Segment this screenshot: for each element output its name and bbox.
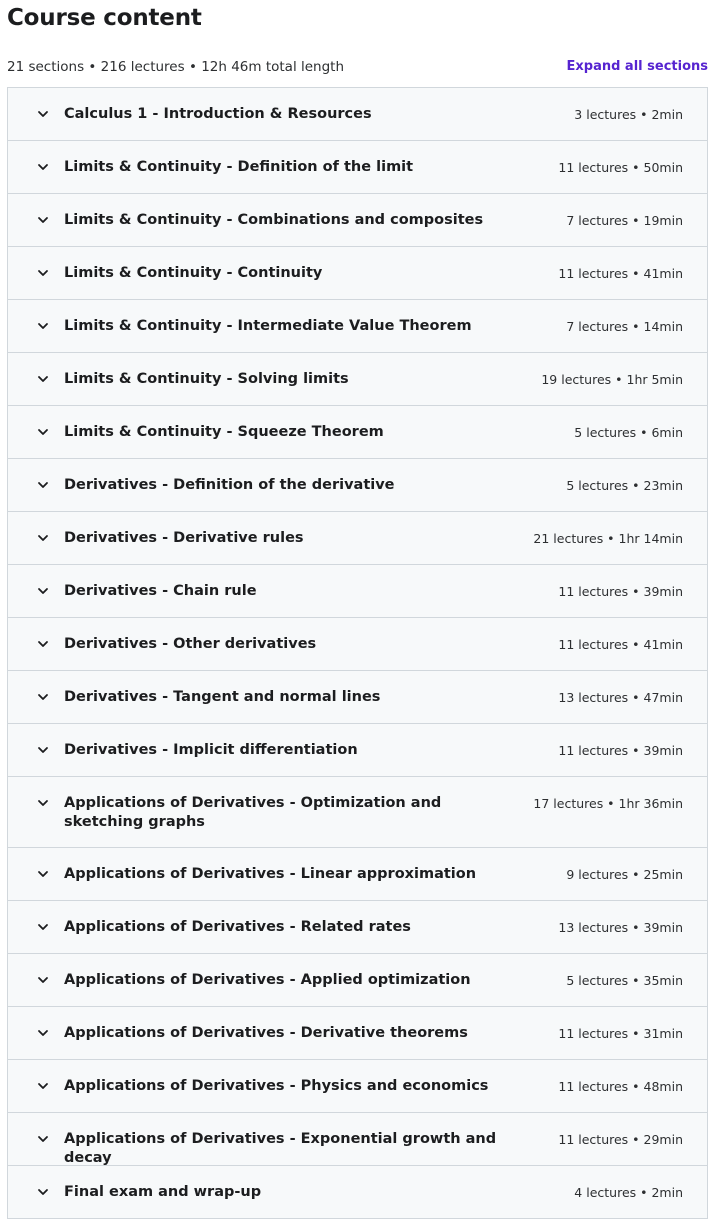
section-header[interactable]: [8, 565, 707, 618]
chevron-down-icon: [36, 973, 50, 987]
section-meta: 5 lectures • 6min: [574, 425, 683, 440]
section-title: Applications of Derivatives - Exponential growth and decay: [64, 1131, 497, 1166]
chevron-down-icon: [36, 690, 50, 704]
section-title: Applications of Derivatives - Applied optimization: [64, 972, 471, 988]
section-title: Limits & Continuity - Squeeze Theorem: [64, 424, 384, 440]
section-header[interactable]: [8, 1007, 707, 1060]
section-header[interactable]: [8, 88, 707, 141]
section-header[interactable]: [8, 1060, 707, 1113]
section-meta: 11 lectures • 41min: [558, 637, 683, 652]
chevron-down-icon: [36, 107, 50, 121]
chevron-down-icon: [36, 1132, 50, 1146]
section-header[interactable]: [8, 247, 707, 300]
chevron-down-icon: [36, 743, 50, 757]
section-meta: 13 lectures • 47min: [558, 690, 683, 705]
section-title: Derivatives - Tangent and normal lines: [64, 689, 381, 705]
chevron-down-icon: [36, 1079, 50, 1093]
section-title: Limits & Continuity - Intermediate Value Theorem: [64, 318, 472, 334]
section-meta: 17 lectures • 1hr 36min: [533, 796, 683, 811]
section-title: Derivatives - Definition of the derivative: [64, 477, 395, 493]
section-title: Limits & Continuity - Combinations and composites: [64, 212, 484, 228]
section-title: Derivatives - Chain rule: [64, 583, 257, 599]
section-title: Final exam and wrap-up: [64, 1184, 262, 1200]
chevron-down-icon: [36, 637, 50, 651]
section-meta: 11 lectures • 39min: [558, 743, 683, 758]
section-meta: 5 lectures • 23min: [566, 478, 683, 493]
chevron-down-icon: [36, 319, 50, 333]
section-meta: 21 lectures • 1hr 14min: [533, 531, 683, 546]
chevron-down-icon: [36, 584, 50, 598]
section-header[interactable]: [8, 1113, 707, 1166]
chevron-down-icon: [36, 1185, 50, 1199]
section-list: [7, 87, 708, 1219]
section-meta: 11 lectures • 31min: [558, 1026, 683, 1041]
chevron-down-icon: [36, 160, 50, 174]
section-header[interactable]: [8, 1166, 707, 1219]
section-title: Derivatives - Implicit differentiation: [64, 742, 358, 758]
section-title: Derivatives - Derivative rules: [64, 530, 304, 546]
section-title: Applications of Derivatives - Optimization and sketching graphs: [64, 795, 442, 830]
section-meta: 7 lectures • 14min: [566, 319, 683, 334]
section-title: Limits & Continuity - Definition of the limit: [64, 159, 414, 175]
section-header[interactable]: [8, 300, 707, 353]
section-header[interactable]: [8, 512, 707, 565]
course-summary-row: [7, 58, 708, 76]
section-meta: 13 lectures • 39min: [558, 920, 683, 935]
section-header[interactable]: [8, 671, 707, 724]
section-title: Applications of Derivatives - Related rates: [64, 919, 411, 935]
section-meta: 5 lectures • 35min: [566, 973, 683, 988]
section-header[interactable]: [8, 618, 707, 671]
section-title: Derivatives - Other derivatives: [64, 636, 317, 652]
section-title: Calculus 1 - Introduction & Resources: [64, 106, 372, 122]
section-meta: 7 lectures • 19min: [566, 213, 683, 228]
section-header[interactable]: [8, 777, 707, 848]
chevron-down-icon: [36, 372, 50, 386]
course-summary: 21 sections • 216 lectures • 12h 46m total length: [7, 59, 345, 75]
chevron-down-icon: [36, 920, 50, 934]
section-meta: 19 lectures • 1hr 5min: [541, 372, 683, 387]
chevron-down-icon: [36, 266, 50, 280]
section-title: Limits & Continuity - Continuity: [64, 265, 323, 281]
expand-all-sections-button[interactable]: Expand all sections: [566, 59, 708, 74]
section-header[interactable]: [8, 901, 707, 954]
chevron-down-icon: [36, 867, 50, 881]
section-meta: 9 lectures • 25min: [566, 867, 683, 882]
section-meta: 11 lectures • 48min: [558, 1079, 683, 1094]
chevron-down-icon: [36, 213, 50, 227]
section-meta: 11 lectures • 50min: [558, 160, 683, 175]
section-header[interactable]: [8, 141, 707, 194]
section-header[interactable]: [8, 194, 707, 247]
section-meta: 11 lectures • 41min: [558, 266, 683, 281]
section-title: Limits & Continuity - Solving limits: [64, 371, 349, 387]
section-meta: 11 lectures • 39min: [558, 584, 683, 599]
section-header[interactable]: [8, 353, 707, 406]
section-meta: 4 lectures • 2min: [574, 1185, 683, 1200]
section-meta: 3 lectures • 2min: [574, 107, 683, 122]
section-meta: 11 lectures • 29min: [558, 1132, 683, 1147]
chevron-down-icon: [36, 1026, 50, 1040]
section-title: Applications of Derivatives - Linear approximation: [64, 866, 477, 882]
section-header[interactable]: [8, 406, 707, 459]
chevron-down-icon: [36, 425, 50, 439]
chevron-down-icon: [36, 478, 50, 492]
section-header[interactable]: [8, 954, 707, 1007]
section-title: Applications of Derivatives - Derivative theorems: [64, 1025, 468, 1041]
section-header[interactable]: [8, 724, 707, 777]
section-header[interactable]: [8, 848, 707, 901]
section-title: Applications of Derivatives - Physics and economics: [64, 1078, 489, 1094]
page-title: Course content: [7, 5, 202, 31]
chevron-down-icon: [36, 796, 50, 810]
section-header[interactable]: [8, 459, 707, 512]
chevron-down-icon: [36, 531, 50, 545]
